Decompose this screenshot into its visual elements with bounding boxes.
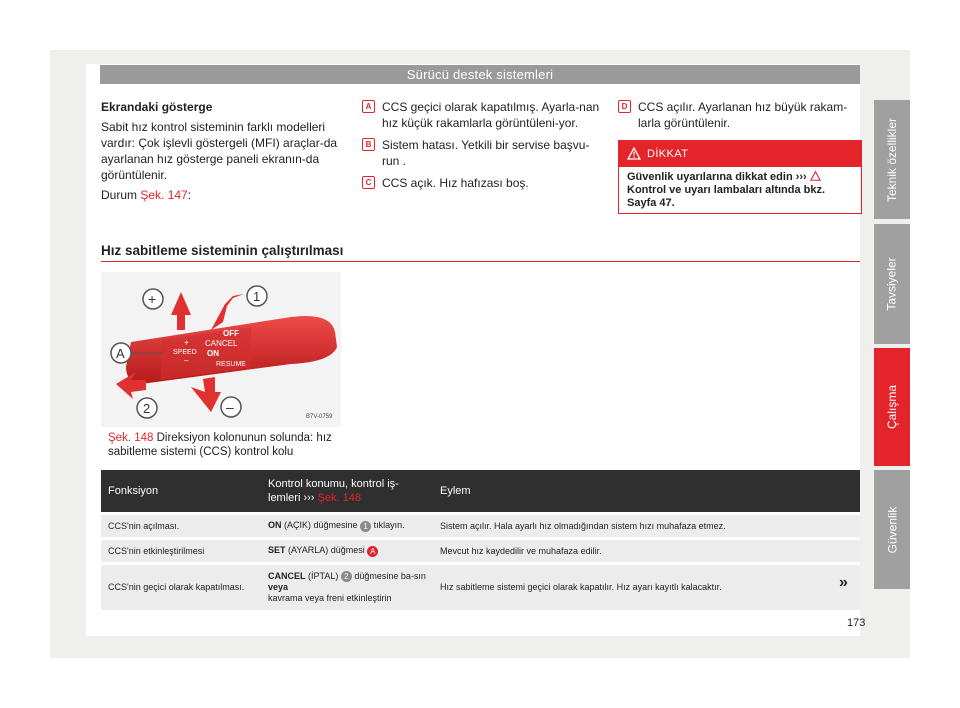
warning-title: DİKKAT xyxy=(647,148,689,160)
figure-caption-text: Direksiyon kolonunun solunda: hız sabitleme sistemi (CCS) kontrol kolu xyxy=(108,432,332,458)
figure-148 xyxy=(101,272,341,427)
lever-off-text: OFF xyxy=(223,329,239,338)
figure-code: B7V-0759 xyxy=(306,414,333,420)
status-suffix: : xyxy=(187,188,192,202)
badge-a: A xyxy=(367,546,378,557)
minus-callout-label: – xyxy=(226,399,234,415)
ccs-operation-table xyxy=(101,470,860,610)
section-divider xyxy=(101,261,860,262)
lever-set-plus: + xyxy=(184,338,189,347)
control-text: (İPTAL) xyxy=(308,570,339,581)
cell-function: CCS'nin etkinleştirilmesi xyxy=(101,539,261,564)
badge-1: 1 xyxy=(360,521,371,532)
cell-function: CCS'nin geçici olarak kapatılması. xyxy=(101,564,261,611)
state-item xyxy=(618,99,860,131)
cell-action: Sistem açılır. Hala ayarlı hız olmadığından sistem hızı muhafaza etmez. xyxy=(433,514,860,539)
plus-callout-label: + xyxy=(148,291,157,307)
state-text: Sistem hatası. Yetkili bir servise başvu-run . xyxy=(382,138,590,168)
cell-control xyxy=(261,564,433,611)
cell-action: Mevcut hız kaydedilir ve muhafaza edilir. xyxy=(433,539,860,564)
figure-148-ref: Şek. 148 xyxy=(108,432,154,444)
header-control-text: Kontrol konumu, kontrol iş-lemleri ››› xyxy=(268,478,399,504)
lever-on-text: ON xyxy=(207,349,219,358)
figure-147-link[interactable]: Şek. 147 xyxy=(140,188,188,202)
page-number: 173 xyxy=(847,617,866,629)
state-item xyxy=(362,99,600,131)
state-letter-badge: D xyxy=(618,100,631,113)
states-column-2 xyxy=(618,99,860,137)
table-header-row xyxy=(101,470,860,514)
cell-control xyxy=(261,514,433,539)
arrow-down-icon xyxy=(191,377,221,412)
lever-cancel-text: CANCEL xyxy=(205,339,238,348)
tab-label: Teknik özellikler xyxy=(885,117,899,202)
tab-tips[interactable] xyxy=(874,224,910,344)
arrow-up-icon xyxy=(171,292,191,330)
control-key: SET xyxy=(268,545,286,556)
state-letter-badge: B xyxy=(362,138,375,151)
state-item xyxy=(362,175,600,191)
callout-a-label: A xyxy=(116,346,125,361)
warning-body xyxy=(619,167,861,214)
control-after: düğmesine ba-sın xyxy=(354,570,426,581)
control-after: tıklayın. xyxy=(373,520,405,531)
page-header: Sürücü destek sistemleri xyxy=(100,65,860,84)
control-last: kavrama veya freni etkinleştirin xyxy=(268,593,392,604)
state-text: CCS açık. Hız hafızası boş. xyxy=(382,176,529,190)
header-function: Fonksiyon xyxy=(101,470,261,514)
warning-header xyxy=(619,141,861,167)
continue-mark: » xyxy=(839,574,848,591)
control-key: ON xyxy=(268,520,282,531)
cell-function: CCS'nin açılması. xyxy=(101,514,261,539)
lever-resume-text: RESUME xyxy=(216,361,246,368)
tab-label: Çalışma xyxy=(885,384,900,430)
warning-line2: Kontrol ve uyarı lambaları altında bkz. Sayfa 47. xyxy=(627,184,826,209)
tab-safety[interactable] xyxy=(874,470,910,589)
lever-illustration xyxy=(101,272,341,427)
state-item xyxy=(362,137,600,169)
control-text: (AYARLA) düğmesi xyxy=(288,545,365,556)
tab-label: Güvenlik xyxy=(885,506,899,553)
tab-technical[interactable] xyxy=(874,100,910,219)
lever-set-minus: – xyxy=(184,356,189,365)
state-letter-badge: A xyxy=(362,100,375,113)
control-key: CANCEL xyxy=(268,570,306,581)
tab-operation[interactable] xyxy=(874,348,910,466)
state-text: CCS açılır. Ayarlanan hız büyük rakam-larla görüntülenir. xyxy=(638,100,848,130)
arrow-up-right-icon xyxy=(211,294,244,330)
status-label: Durum xyxy=(101,188,138,202)
table-row xyxy=(101,514,860,539)
badge-2: 2 xyxy=(341,571,352,582)
section-title: Hız sabitleme sisteminin çalıştırılması xyxy=(101,243,344,258)
figure-caption xyxy=(108,431,340,459)
control-or: veya xyxy=(268,582,289,593)
status-line xyxy=(101,187,341,203)
header-action: Eylem xyxy=(433,470,860,514)
intro-text: Sabit hız kontrol sisteminin farklı modelleri vardır: Çok işlevli göstergeli (MFI) araçlar-da ayarlanan hız gösterge paneli ekranın-da görüntülenir. xyxy=(101,120,338,182)
cell-control xyxy=(261,539,433,564)
table-row xyxy=(101,564,860,611)
cell-action: Hız sabitleme sistemi geçici olarak kapatılır. Hız ayarı kayıtlı kalacaktır. xyxy=(433,564,860,611)
lever-speed-text: SPEED xyxy=(173,349,197,356)
warning-box xyxy=(618,140,862,214)
states-column xyxy=(362,99,600,197)
table-row xyxy=(101,539,860,564)
warning-triangle-icon xyxy=(627,147,641,160)
intro-column xyxy=(101,99,341,203)
callout-1-label: 1 xyxy=(253,289,261,304)
state-letter-badge: C xyxy=(362,176,375,189)
intro-heading: Ekrandaki gösterge xyxy=(101,100,213,114)
header-control xyxy=(261,470,433,514)
tab-label: Tavsiyeler xyxy=(885,257,900,311)
header-figure-ref[interactable]: Şek. 148 xyxy=(317,492,361,504)
warning-line1: Güvenlik uyarılarına dikkat edin ››› xyxy=(627,171,807,183)
control-text: (AÇIK) düğmesine xyxy=(284,520,358,531)
state-text: CCS geçici olarak kapatılmış. Ayarla-nan hız küçük rakamlarla görüntüleni-yor. xyxy=(382,100,600,130)
callout-2-label: 2 xyxy=(143,401,151,416)
warning-triangle-small-icon xyxy=(810,171,821,181)
